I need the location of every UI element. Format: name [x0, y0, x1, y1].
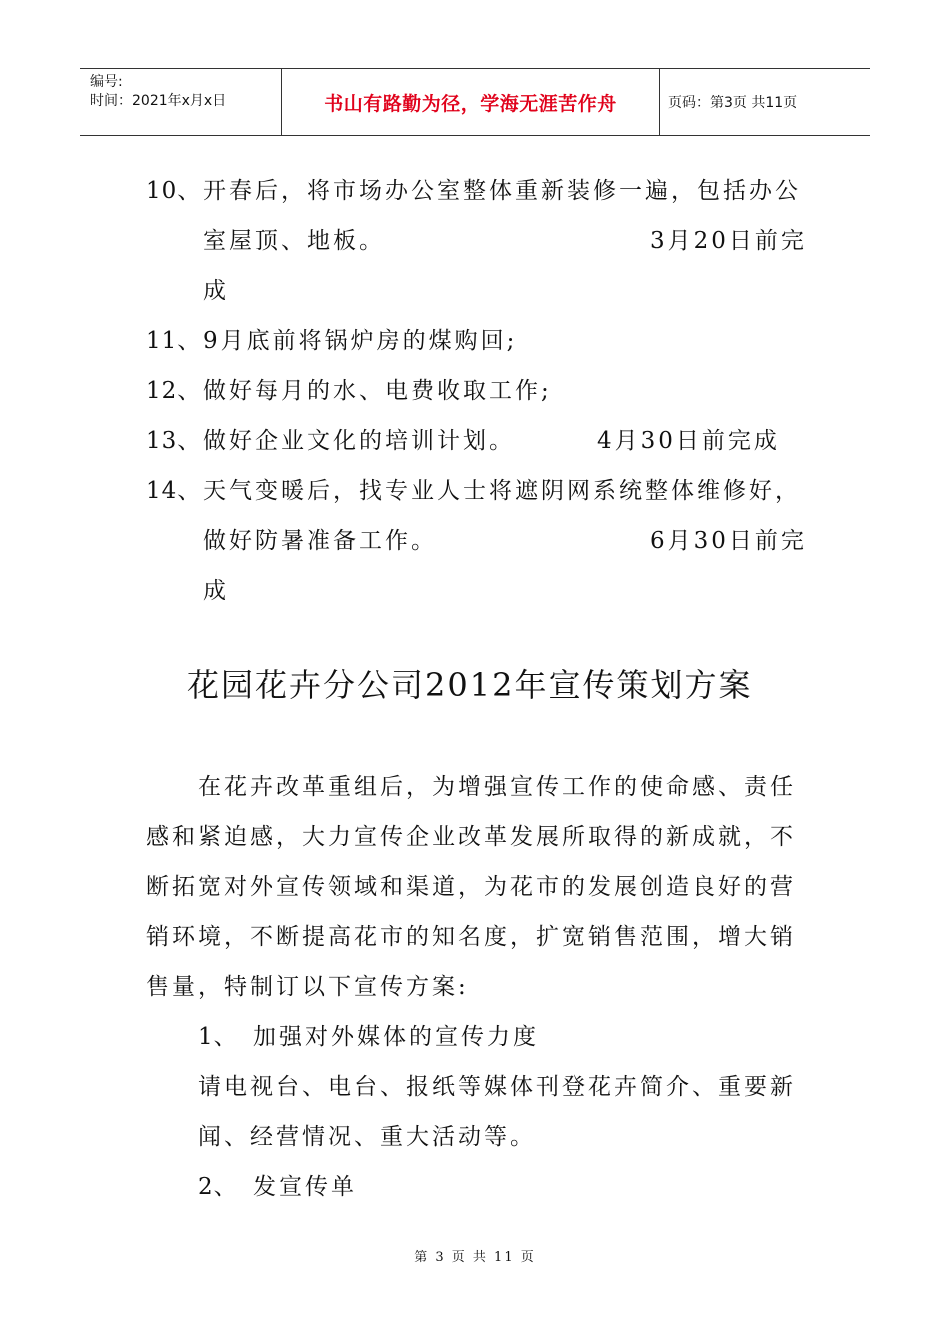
page-header — [80, 68, 870, 136]
item-number: 14、 — [146, 478, 202, 504]
item-deadline: 6月30日前完 — [650, 528, 807, 554]
item-text: 天气变暖后，找专业人士将遮阴网系统整体维修好， — [203, 478, 801, 504]
item-text: 室屋顶、地板。 — [203, 228, 385, 254]
section-title: 花园花卉分公司2012年宣传策划方案 — [187, 666, 753, 704]
subsection-heading: 加强对外媒体的宣传力度 — [253, 1024, 539, 1050]
paragraph-line: 售量，特制订以下宣传方案: — [146, 974, 469, 1000]
time-label: 时间：2021年x月x日 — [90, 93, 227, 109]
item-number: 10、 — [146, 178, 202, 204]
item-text: 9月底前将锅炉房的煤购回; — [203, 328, 518, 354]
paragraph-line: 请电视台、电台、报纸等媒体刊登花卉简介、重要新 — [198, 1074, 796, 1100]
paragraph-line: 断拓宽对外宣传领域和渠道，为花市的发展创造良好的营 — [146, 874, 796, 900]
item-number: 12、 — [146, 378, 202, 404]
subsection-number: 2、 — [198, 1174, 238, 1200]
item-number: 11、 — [146, 328, 202, 354]
item-text: 做好防暑准备工作。 — [203, 528, 437, 554]
item-text: 成 — [203, 578, 229, 604]
item-text: 开春后，将市场办公室整体重新装修一遍，包括办公 — [203, 178, 801, 204]
header-page-info: 页码：第3页 共11页 — [668, 95, 798, 111]
item-text: 做好企业文化的培训计划。 — [203, 428, 515, 454]
subsection-heading: 发宣传单 — [253, 1174, 357, 1200]
paragraph-line: 闻、经营情况、重大活动等。 — [198, 1124, 536, 1150]
header-motto: 书山有路勤为径，学海无涯苦作舟 — [282, 69, 660, 135]
paragraph-line: 在花卉改革重组后，为增强宣传工作的使命感、责任 — [198, 774, 796, 800]
item-text: 做好每月的水、电费收取工作; — [203, 378, 552, 404]
item-text: 成 — [203, 278, 229, 304]
header-meta — [80, 69, 282, 135]
page-footer: 第 3 页 共 11 页 — [414, 1250, 536, 1265]
item-number: 13、 — [146, 428, 202, 454]
subsection-number: 1、 — [198, 1024, 238, 1050]
paragraph-line: 销环境，不断提高花市的知名度，扩宽销售范围，增大销 — [146, 924, 796, 950]
number-label: 编号: — [90, 74, 123, 90]
paragraph-line: 感和紧迫感，大力宣传企业改革发展所取得的新成就，不 — [146, 824, 796, 850]
item-deadline: 4月30日前完成 — [597, 428, 780, 454]
item-deadline: 3月20日前完 — [650, 228, 807, 254]
